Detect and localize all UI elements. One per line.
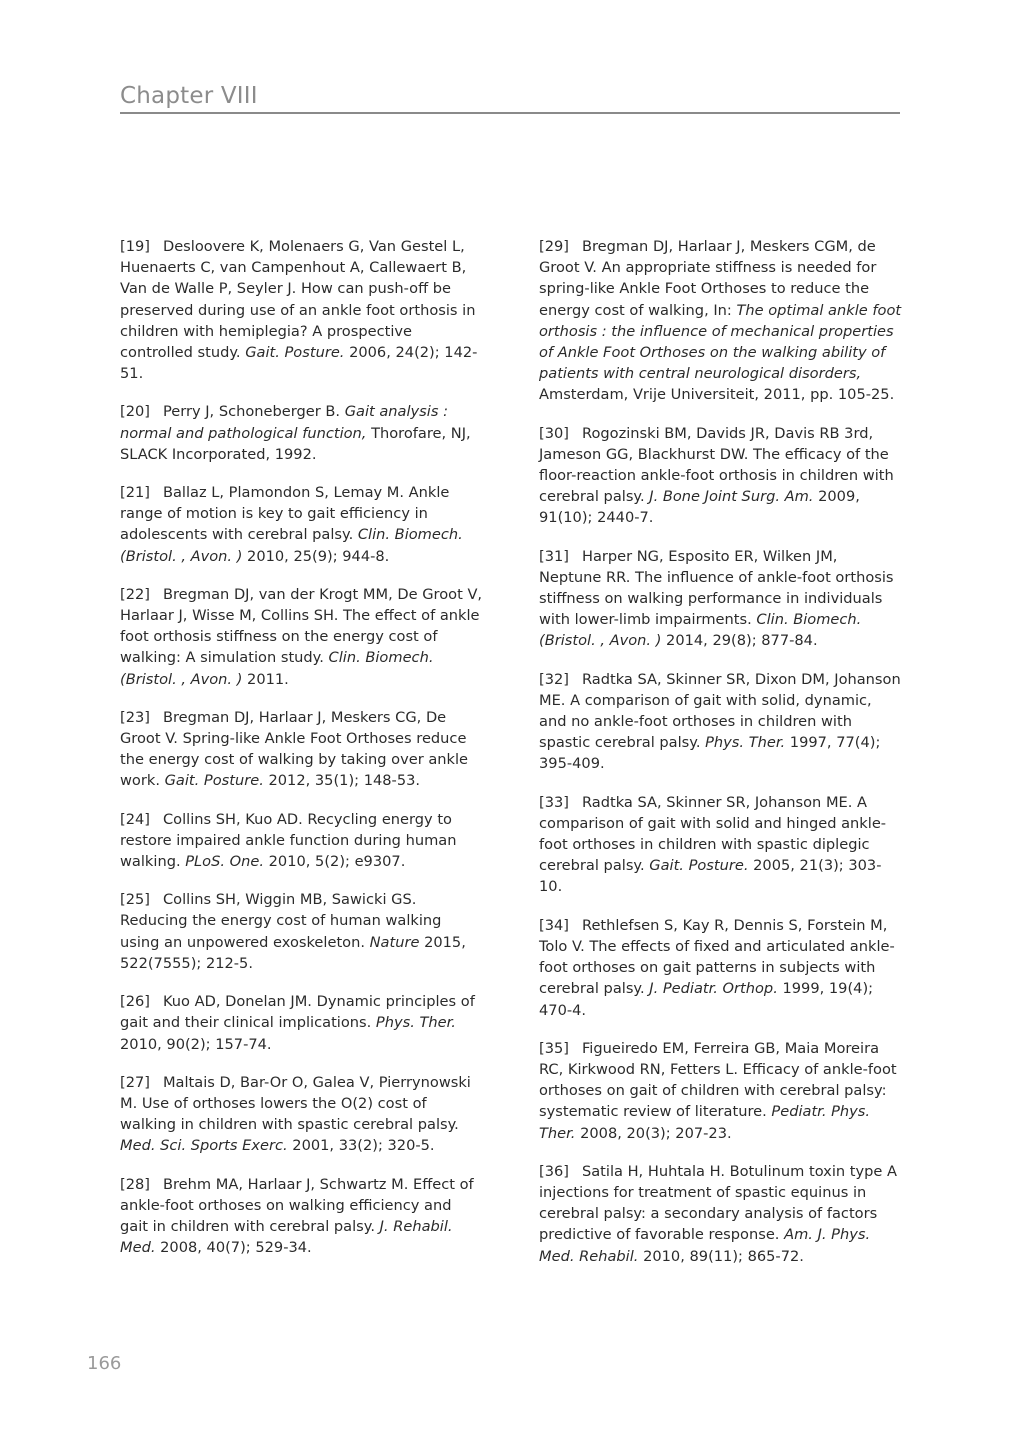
reference-item [120,707,484,792]
reference-item [539,1038,903,1144]
reference-number: [19] [120,238,150,255]
reference-number: [29] [539,238,569,255]
reference-details: 1999, 19(4); 470-4. [539,980,874,1019]
reference-number: [35] [539,1039,569,1057]
chapter-title: Chapter VIII [120,83,258,109]
reference-text: Collins SH, Kuo AD. Recycling energy to restore impaired ankle function during human walking. [120,810,457,871]
reference-item [539,669,903,775]
reference-item [539,1161,903,1267]
reference-details: 2010, 89(11); 865-72. [643,1247,804,1265]
reference-journal: Gait. Posture. [164,772,264,790]
reference-text: Kuo AD, Donelan JM. Dynamic principles of gait and their clinical implications. [120,993,475,1032]
reference-text: Rethlefsen S, Kay R, Dennis S, Forstein M, Tolo V. The effects of fixed and articulated ankle-foot orthoses on gait patterns in subjects with cerebral palsy. [539,916,895,998]
reference-details: 2010, 90(2); 157-74. [120,1035,272,1053]
reference-text: Figueiredo EM, Ferreira GB, Maia Moreira RC, Kirkwood RN, Fetters L. Efficacy of ankle-foot orthoses on gait of children with cerebral palsy: systematic review of literature. [539,1039,897,1121]
reference-number: [21] [120,484,150,502]
reference-journal: J. Pediatr. Orthop. [649,980,778,998]
reference-journal: The optimal ankle foot orthosis : the influence of mechanical properties of Ankle Foot Orthoses on the walking ability of patients with central neurological disorders, [539,301,902,383]
reference-details: 2014, 29(8); 877-84. [666,632,818,650]
reference-item [539,915,903,1021]
reference-details: 2005, 21(3); 303-10. [539,857,882,896]
references-right-column [539,236,903,1284]
reference-text: Radtka SA, Skinner SR, Dixon DM, Johanson ME. A comparison of gait with solid, dynamic, and no ankle-foot orthoses in children with spastic cerebral palsy. [539,670,901,752]
reference-number: [34] [539,916,569,934]
reference-item [120,236,484,384]
page-number: 166 [87,1353,122,1374]
reference-text: Bregman DJ, van der Krogt MM, De Groot V, Harlaar J, Wisse M, Collins SH. The effect of ankle foot orthosis stiffness on the energy cost of walking: A simulation study. [120,585,483,667]
reference-number: [36] [539,1162,569,1180]
reference-item [120,401,484,465]
reference-number: [26] [120,993,150,1011]
reference-number: [33] [539,793,569,811]
reference-number: [32] [539,670,569,688]
reference-number: [22] [120,585,150,603]
reference-text: Ballaz L, Plamondon S, Lemay M. Ankle range of motion is key to gait efficiency in adolescents with cerebral palsy. [120,484,450,544]
reference-details: 2009, 91(10); 2440-7. [539,488,860,527]
reference-journal: Gait. Posture. [649,857,749,875]
reference-journal: Clin. Biomech. (Bristol. , Avon. ) [120,649,434,688]
reference-number: [30] [539,424,569,442]
reference-journal: Phys. Ther. [705,734,786,752]
reference-journal: Med. Sci. Sports Exerc. [120,1137,288,1155]
reference-text: Satila H, Huhtala H. Botulinum toxin type A injections for treatment of spastic equinus in cerebral palsy: a secondary analysis of factors predictive of favorable response. [539,1162,897,1244]
references-left-column [120,236,484,1275]
reference-number: [24] [120,810,150,828]
reference-text: Bregman DJ, Harlaar J, Meskers CG, De Groot V. Spring-like Ankle Foot Orthoses reduce the energy cost of walking by taking over ankle work. [120,708,469,790]
reference-item [539,423,903,529]
reference-item [120,991,484,1055]
reference-journal: Clin. Biomech. (Bristol. , Avon. ) [120,526,463,565]
reference-text: Maltais D, Bar-Or O, Galea V, Pierrynowski M. Use of orthoses lowers the O(2) cost of walking in children with spastic cerebral palsy. [120,1073,471,1134]
reference-item [539,236,903,406]
reference-item [120,584,484,690]
reference-journal: Gait analysis : normal and pathological function, [120,403,448,442]
reference-journal: Am. J. Phys. Med. Rehabil. [539,1226,871,1265]
reference-number: [28] [120,1175,150,1193]
reference-details: 2012, 35(1); 148-53. [268,772,421,790]
reference-text: Bregman DJ, Harlaar J, Meskers CGM, de Groot V. An appropriate stiffness is needed for spring-like Ankle Foot Orthoses to reduce the energy cost of walking, In: [539,238,877,319]
reference-item [120,482,484,567]
reference-text: Collins SH, Wiggin MB, Sawicki GS. Reducing the energy cost of human walking using an unpowered exoskeleton. [120,891,442,951]
reference-details: 2010, 5(2); e9307. [268,853,406,871]
reference-text: Desloovere K, Molenaers G, Van Gestel L, Huenaerts C, van Campenhout A, Callewaert B, Van de Walle P, Seyler J. How can push-off be preserved during use of an ankle foot orthosis in children with hemiplegia? A prospective controlled study. [120,238,476,362]
reference-item [120,1174,484,1259]
reference-details: 2010, 25(9); 944-8. [247,547,390,565]
reference-journal: PLoS. One. [185,853,264,871]
reference-text: Brehm MA, Harlaar J, Schwartz M. Effect of ankle-foot orthoses on walking efficiency and gait in children with cerebral palsy. [120,1175,474,1235]
reference-text: Perry J, Schoneberger B. [162,403,341,421]
reference-details: 2008, 40(7); 529-34. [160,1239,312,1257]
reference-number: [23] [120,708,150,726]
reference-item [539,546,903,652]
reference-details: 2008, 20(3); 207-23. [580,1124,732,1142]
reference-details: 1997, 77(4); 395-409. [539,734,881,773]
reference-item [120,1072,484,1157]
reference-item [120,889,484,974]
reference-text: Rogozinski BM, Davids JR, Davis RB 3rd, Jameson GG, Blackhurst DW. The efficacy of the floor-reaction ankle-foot orthosis in children with cerebral palsy. [539,424,894,506]
reference-journal: J. Rehabil. Med. [120,1217,453,1257]
reference-journal: J. Bone Joint Surg. Am. [649,488,814,506]
reference-journal: Gait. Posture. [245,344,345,362]
reference-item [539,792,903,898]
reference-details: 2006, 24(2); 142-51. [120,344,478,383]
reference-item [120,809,484,873]
reference-text: Harper NG, Esposito ER, Wilken JM, Neptune RR. The influence of ankle-foot orthosis stiffness on walking performance in individuals with lower-limb impairments. [539,547,894,629]
reference-details: Amsterdam, Vrije Universiteit, 2011, pp. 105-25. [539,386,895,404]
reference-journal: Phys. Ther. [375,1014,456,1032]
reference-details: 2015, 522(7555); 212-5. [120,933,466,972]
reference-journal: Pediatr. Phys. Ther. [539,1103,871,1142]
reference-details: Thorofare, NJ, SLACK Incorporated, 1992. [120,424,471,463]
chapter-header [120,80,900,114]
reference-journal: Clin. Biomech. (Bristol. , Avon. ) [539,611,862,650]
reference-number: [31] [539,547,569,565]
reference-text: Radtka SA, Skinner SR, Johanson ME. A comparison of gait with solid and hinged ankle-foot orthoses in children with spastic diplegic cerebral palsy. [539,793,887,875]
reference-details: 2001, 33(2); 320-5. [292,1137,435,1155]
reference-details: 2011. [247,670,289,688]
reference-number: [20] [120,403,150,421]
reference-number: [27] [120,1073,150,1091]
reference-journal: Nature [369,933,420,951]
reference-number: [25] [120,891,150,909]
